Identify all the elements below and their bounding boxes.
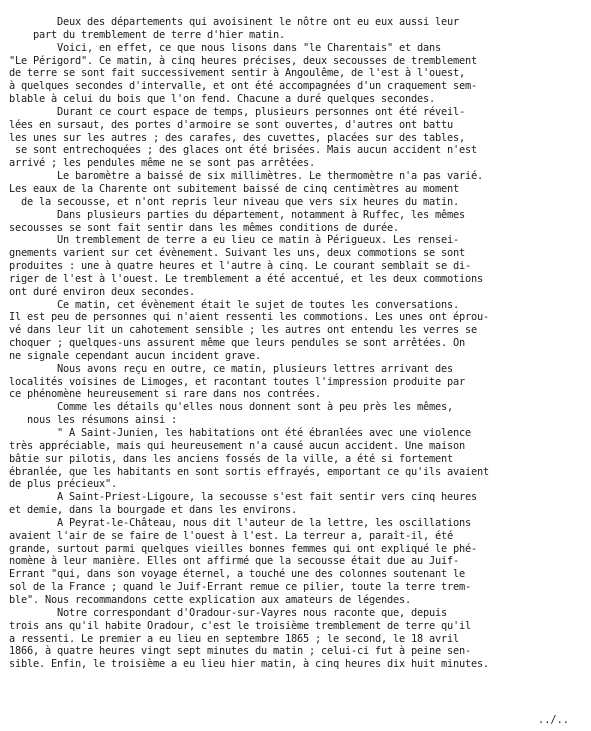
- document-body: [9, 16, 577, 671]
- text-line: Le baromètre a baissé de six millimètres. Le thermomètre n'a pas varié.: [9, 170, 483, 183]
- text-line: avaient l'air de se faire de l'ouest à l'est. La terreur a, paraît-il, été: [9, 529, 453, 542]
- text-line: arrivé ; les pendules même ne se sont pas arrêtées.: [9, 157, 315, 170]
- text-line: Comme les détails qu'elles nous donnent sont à peu près les mêmes,: [9, 401, 453, 414]
- text-line: trois ans qu'il habite Oradour, c'est le troisième tremblement de terre qu'il: [9, 619, 471, 632]
- text-line: "Le Périgord". Ce matin, à cinq heures précises, deux secousses de tremblement: [9, 54, 477, 67]
- text-line: ce phénomène heureusement si rare dans nos contrées.: [9, 388, 321, 401]
- text-line: " A Saint-Junien, les habitations ont été ébranlées avec une violence: [9, 427, 471, 439]
- text-line: A Peyrat-le-Château, nous dit l'auteur de la lettre, les oscillations: [9, 516, 471, 529]
- text-line: de plus précieux".: [9, 478, 117, 491]
- text-line: Notre correspondant d'Oradour-sur-Vayres nous raconte que, depuis: [9, 606, 447, 619]
- text-line: ble". Nous recommandons cette explication aux amateurs de légendes.: [9, 593, 411, 606]
- text-line: Deux des départements qui avoisinent le nôtre ont eu eux aussi leur: [9, 16, 459, 28]
- text-line: choquer ; quelques-uns assurent même que leurs pendules se sont arrêtées. On: [9, 337, 465, 350]
- text-line: de la secousse, et n'ont repris leur niveau que vers six heures du matin.: [9, 195, 459, 208]
- text-line: lées en sursaut, des portes d'armoire se sont ouvertes, d'autres ont battu: [9, 118, 453, 131]
- text-line: Dans plusieurs parties du département, notamment à Ruffec, les mêmes: [9, 208, 465, 221]
- text-line: part du tremblement de terre d'hier matin.: [9, 28, 285, 41]
- text-line: ne signale cependant aucun incident grave.: [9, 349, 261, 362]
- text-line: Un tremblement de terre a eu lieu ce matin à Périgueux. Les rensei-: [9, 234, 459, 247]
- text-line: Durant ce court espace de temps, plusieurs personnes ont été réveil-: [9, 105, 465, 118]
- text-line: et demie, dans la bourgade et dans les environs.: [9, 504, 297, 517]
- text-line: très appréciable, mais qui heureusement n'a causé aucun accident. Une maison: [9, 439, 465, 452]
- text-line: Il est peu de personnes qui n'aient ressenti les commotions. Les unes ont éprou-: [9, 311, 489, 324]
- continuation-mark: ../..: [538, 714, 569, 727]
- text-line: sible. Enfin, le troisième a eu lieu hier matin, à cinq heures dix huit minutes.: [9, 658, 489, 671]
- text-line: vé dans leur lit un cahotement sensible ; les autres ont entendu les verres se: [9, 324, 477, 337]
- text-line: localités voisines de Limoges, et racontant toutes l'impression produite par: [9, 375, 465, 388]
- text-line: produites : une à quatre heures et l'autre à cinq. Le courant semblait se di-: [9, 260, 471, 273]
- text-line: grande, surtout parmi quelques vieilles bonnes femmes qui ont expliqué le phé-: [9, 542, 477, 555]
- text-line: Nous avons reçu en outre, ce matin, plusieurs lettres arrivant des: [9, 362, 453, 375]
- text-line: Voici, en effet, ce que nous lisons dans "le Charentais" et dans: [9, 41, 441, 54]
- text-line: à quelques secondes d'intervalle, et ont été accompagnées d'un craquement sem-: [9, 80, 477, 93]
- text-line: de terre se sont fait successivement sentir à Angoulême, de l'est à l'ouest,: [9, 67, 465, 80]
- text-line: se sont entrechoquées ; des glaces ont été brisées. Mais aucun accident n'est: [9, 144, 477, 157]
- text-line: ont duré environ deux secondes.: [9, 285, 195, 298]
- text-line: Ce matin, cet évènement était le sujet de toutes les conversations.: [9, 298, 459, 311]
- text-line: a ressenti. Le premier a eu lieu en septembre 1865 ; le second, le 18 avril: [9, 632, 459, 645]
- text-line: ébranlée, que les habitants en sont sortis effrayés, emportant ce qu'ils avaient: [9, 465, 489, 478]
- text-line: sol de la France ; quand le Juif-Errant remue ce pilier, toute la terre trem-: [9, 581, 471, 594]
- text-line: bâtie sur pilotis, dans les anciens fossés de la ville, a été si fortement: [9, 452, 453, 465]
- text-line: Les eaux de la Charente ont subitement baissé de cinq centimètres au moment: [9, 182, 459, 195]
- text-line: secousses se sont fait sentir dans les mêmes conditions de durée.: [9, 221, 399, 234]
- text-line: riger de l'est à l'ouest. Le tremblement a été accentué, et les deux commotions: [9, 272, 483, 285]
- text-line: les unes sur les autres ; des carafes, des cuvettes, placées sur des tables,: [9, 131, 465, 144]
- text-line: 1866, à quatre heures vingt sept minutes du matin ; celui-ci fut à peine sen-: [9, 645, 471, 658]
- text-line: nous les résumons ainsi :: [9, 414, 177, 427]
- text-line: A Saint-Priest-Ligoure, la secousse s'est fait sentir vers cinq heures: [9, 491, 477, 504]
- text-line: gnements varient sur cet évènement. Suivant les uns, deux commotions se sont: [9, 247, 465, 260]
- text-line: blable à celui du bois que l'on fend. Chacune a duré quelques secondes.: [9, 93, 435, 106]
- text-line: Errant "qui, dans son voyage éternel, a touché une des colonnes soutenant le: [9, 568, 465, 581]
- text-line: nomène à leur manière. Elles ont affirmé que la secousse était due au Juif-: [9, 555, 459, 568]
